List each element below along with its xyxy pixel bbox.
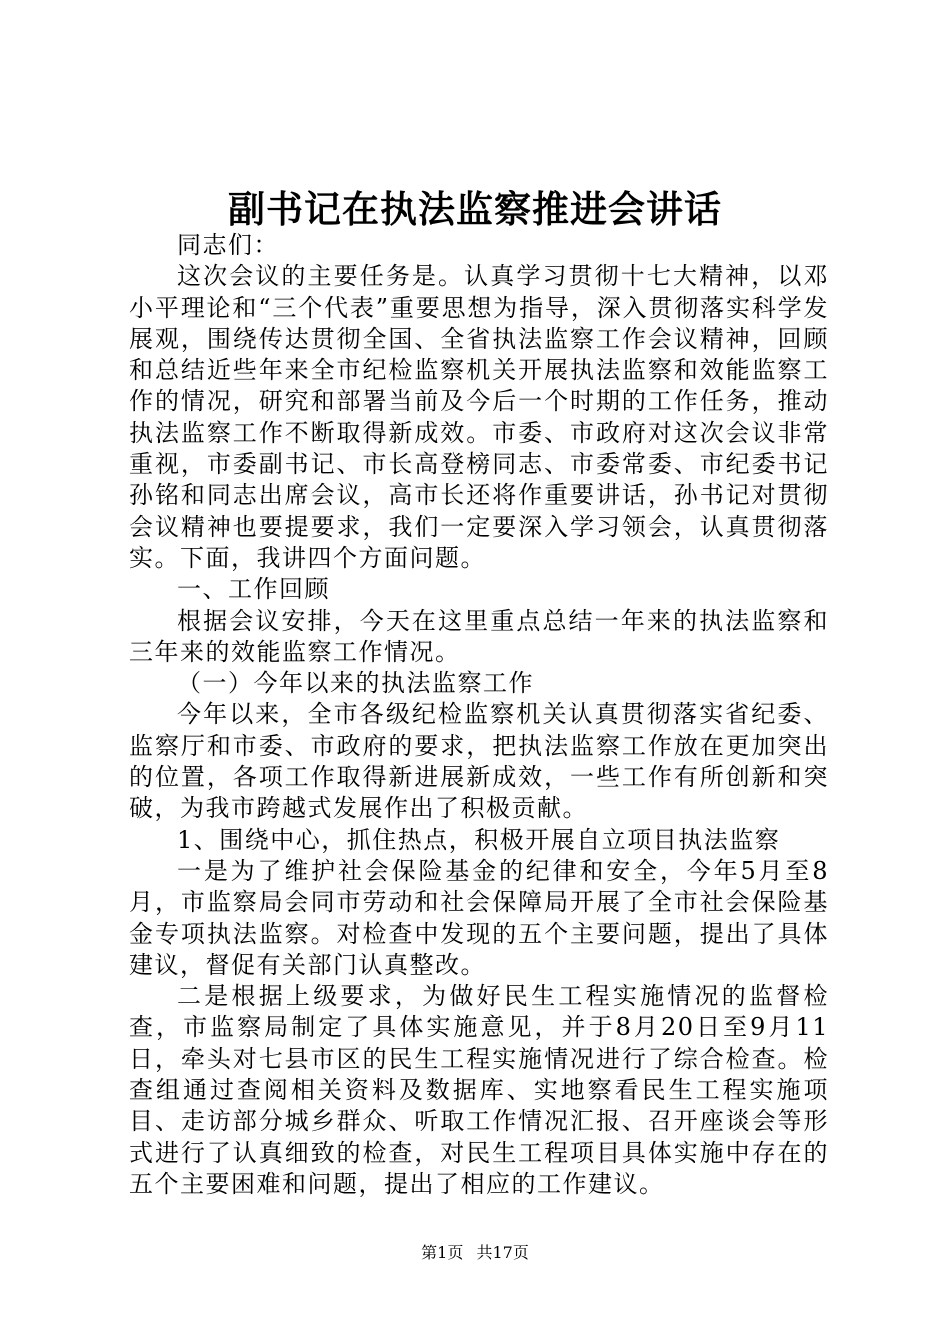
body-paragraph: 今年以来，全市各级纪检监察机关认真贯彻落实省纪委、监察厅和市委、市政府的要求，把执法监察工作放在更加突出的位置，各项工作取得新进展新成效，一些工作有所创新和突破，为我市跨越式发展作出了积极贡献。 bbox=[129, 700, 829, 823]
section-heading: 一、工作回顾 bbox=[177, 575, 330, 604]
salutation-paragraph: 同志们： bbox=[177, 231, 279, 259]
body-paragraph: 根据会议安排，今天在这里重点总结一年来的执法监察和三年来的效能监察工作情况。 bbox=[129, 606, 829, 666]
document-title: 副书记在执法监察推进会讲话 bbox=[228, 187, 722, 231]
page-footer bbox=[0, 1243, 950, 1263]
intro-paragraph: 这次会议的主要任务是。认真学习贯彻十七大精神，以邓小平理论和“三个代表”重要思想为指导，深入贯彻落实科学发展观，围绕传达贯彻全国、全省执法监察工作会议精神，回顾和总结近些年来全市纪检监察机关开展执法监察和效能监察工作的情况，研究和部署当前及今后一个时期的工作任务，推动执法监察工作不断取得新成效。市委、市政府对这次会议非常重视，市委副书记、市长高登榜同志、市委常委、市纪委书记孙铭和同志出席会议，高市长还将作重要讲话，孙书记对贯彻会议精神也要提要求，我们一定要深入学习领会，认真贯彻落实。下面，我讲四个方面问题。 bbox=[129, 262, 829, 572]
subsection-heading: （一）今年以来的执法监察工作 bbox=[177, 669, 534, 698]
page-total: 共17页 bbox=[476, 1243, 529, 1262]
document-body bbox=[129, 230, 829, 1200]
body-paragraph: 一是为了维护社会保险基金的纪律和安全，今年5月至8月，市监察局会同市劳动和社会保障局开展了全市社会保险基金专项执法监察。对检查中发现的五个主要问题，提出了具体建议，督促有关部门认真整改。 bbox=[129, 856, 829, 979]
body-paragraph: 二是根据上级要求，为做好民生工程实施情况的监督检查，市监察局制定了具体实施意见，并于8月20日至9月11日，牵头对七县市区的民生工程实施情况进行了综合检查。检查组通过查阅相关资料及数据库、实地察看民生工程实施项目、走访部分城乡群众、听取工作情况汇报、召开座谈会等形式进行了认真细致的检查，对民生工程项目具体实施中存在的五个主要困难和问题，提出了相应的工作建议。 bbox=[129, 982, 829, 1198]
item-heading: 1、围绕中心，抓住热点，积极开展自立项目执法监察 bbox=[177, 825, 781, 854]
page-number: 第1页 bbox=[421, 1243, 464, 1262]
